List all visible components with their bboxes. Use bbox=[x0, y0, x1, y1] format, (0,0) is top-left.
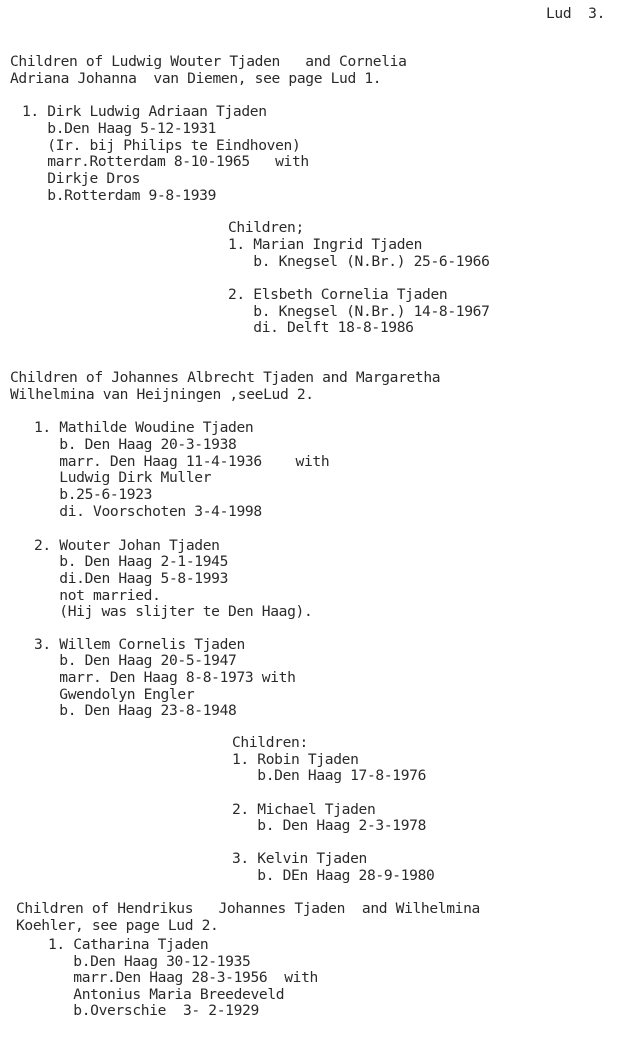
heading-line: Koehler, see page Lud 2. bbox=[16, 917, 219, 934]
entry-line: not married. bbox=[34, 587, 161, 604]
heading-line: Wilhelmina van Heijningen ,seeLud 2. bbox=[10, 386, 314, 403]
entry-line: b.25-6-1923 bbox=[34, 486, 153, 503]
entry-line: b.Den Haag 17-8-1976 bbox=[232, 767, 427, 784]
entry-line: b.Den Haag 30-12-1935 bbox=[48, 953, 251, 970]
entry-line: di.Den Haag 5-8-1993 bbox=[34, 570, 229, 587]
entry-line: 1. Marian Ingrid Tjaden bbox=[228, 236, 423, 253]
entry-line: 2. Michael Tjaden bbox=[232, 801, 376, 818]
entry-line: Children: bbox=[232, 734, 308, 751]
heading-line: Children of Johannes Albrecht Tjaden and Margaretha bbox=[10, 369, 441, 386]
entry-line: 2. Wouter Johan Tjaden bbox=[34, 537, 220, 554]
entry-line: Antonius Maria Breedeveld bbox=[48, 986, 285, 1003]
entry-line: Children; bbox=[228, 219, 304, 236]
entry-line: 1. Robin Tjaden bbox=[232, 751, 359, 768]
entry-line: b.Rotterdam 9-8-1939 bbox=[22, 187, 217, 204]
heading-line: Children of Ludwig Wouter Tjaden and Cornelia bbox=[10, 53, 407, 70]
page-reference: Lud 3. bbox=[546, 5, 606, 22]
entry-line: Dirkje Dros bbox=[22, 170, 141, 187]
entry-line: (Ir. bij Philips te Eindhoven) bbox=[22, 137, 301, 154]
entry-line: marr. Den Haag 8-8-1973 with bbox=[34, 669, 296, 686]
entry-line: 3. Kelvin Tjaden bbox=[232, 850, 367, 867]
heading-line: Children of Hendrikus Johannes Tjaden and Wilhelmina bbox=[16, 900, 480, 917]
entry-line: b. Den Haag 23-8-1948 bbox=[34, 702, 237, 719]
entry-line: b. Den Haag 2-1-1945 bbox=[34, 553, 229, 570]
entry-line: 1. Mathilde Woudine Tjaden bbox=[34, 419, 254, 436]
entry-line: 1. Dirk Ludwig Adriaan Tjaden bbox=[22, 103, 267, 120]
entry-line: b. DEn Haag 28-9-1980 bbox=[232, 867, 435, 884]
entry-line: 1. Catharina Tjaden bbox=[48, 936, 209, 953]
heading-line: Adriana Johanna van Diemen, see page Lud 1. bbox=[10, 70, 382, 87]
entry-line: b. Den Haag 20-3-1938 bbox=[34, 436, 237, 453]
entry-line: 3. Willem Cornelis Tjaden bbox=[34, 636, 245, 653]
entry-line: di. Voorschoten 3-4-1998 bbox=[34, 503, 262, 520]
entry-line: b.Den Haag 5-12-1931 bbox=[22, 120, 217, 137]
entry-line: marr.Den Haag 28-3-1956 with bbox=[48, 969, 318, 986]
entry-line: b. Knegsel (N.Br.) 14-8-1967 bbox=[228, 303, 490, 320]
entry-line: b. Den Haag 2-3-1978 bbox=[232, 817, 427, 834]
entry-line: di. Delft 18-8-1986 bbox=[228, 319, 414, 336]
entry-line: marr.Rotterdam 8-10-1965 with bbox=[22, 153, 309, 170]
entry-line: b. Knegsel (N.Br.) 25-6-1966 bbox=[228, 253, 490, 270]
entry-line: b.Overschie 3- 2-1929 bbox=[48, 1002, 259, 1019]
entry-line: marr. Den Haag 11-4-1936 with bbox=[34, 453, 330, 470]
entry-line: Ludwig Dirk Muller bbox=[34, 469, 212, 486]
entry-line: b. Den Haag 20-5-1947 bbox=[34, 652, 237, 669]
entry-line: Gwendolyn Engler bbox=[34, 686, 195, 703]
entry-line: (Hij was slijter te Den Haag). bbox=[34, 603, 313, 620]
entry-line: 2. Elsbeth Cornelia Tjaden bbox=[228, 286, 448, 303]
